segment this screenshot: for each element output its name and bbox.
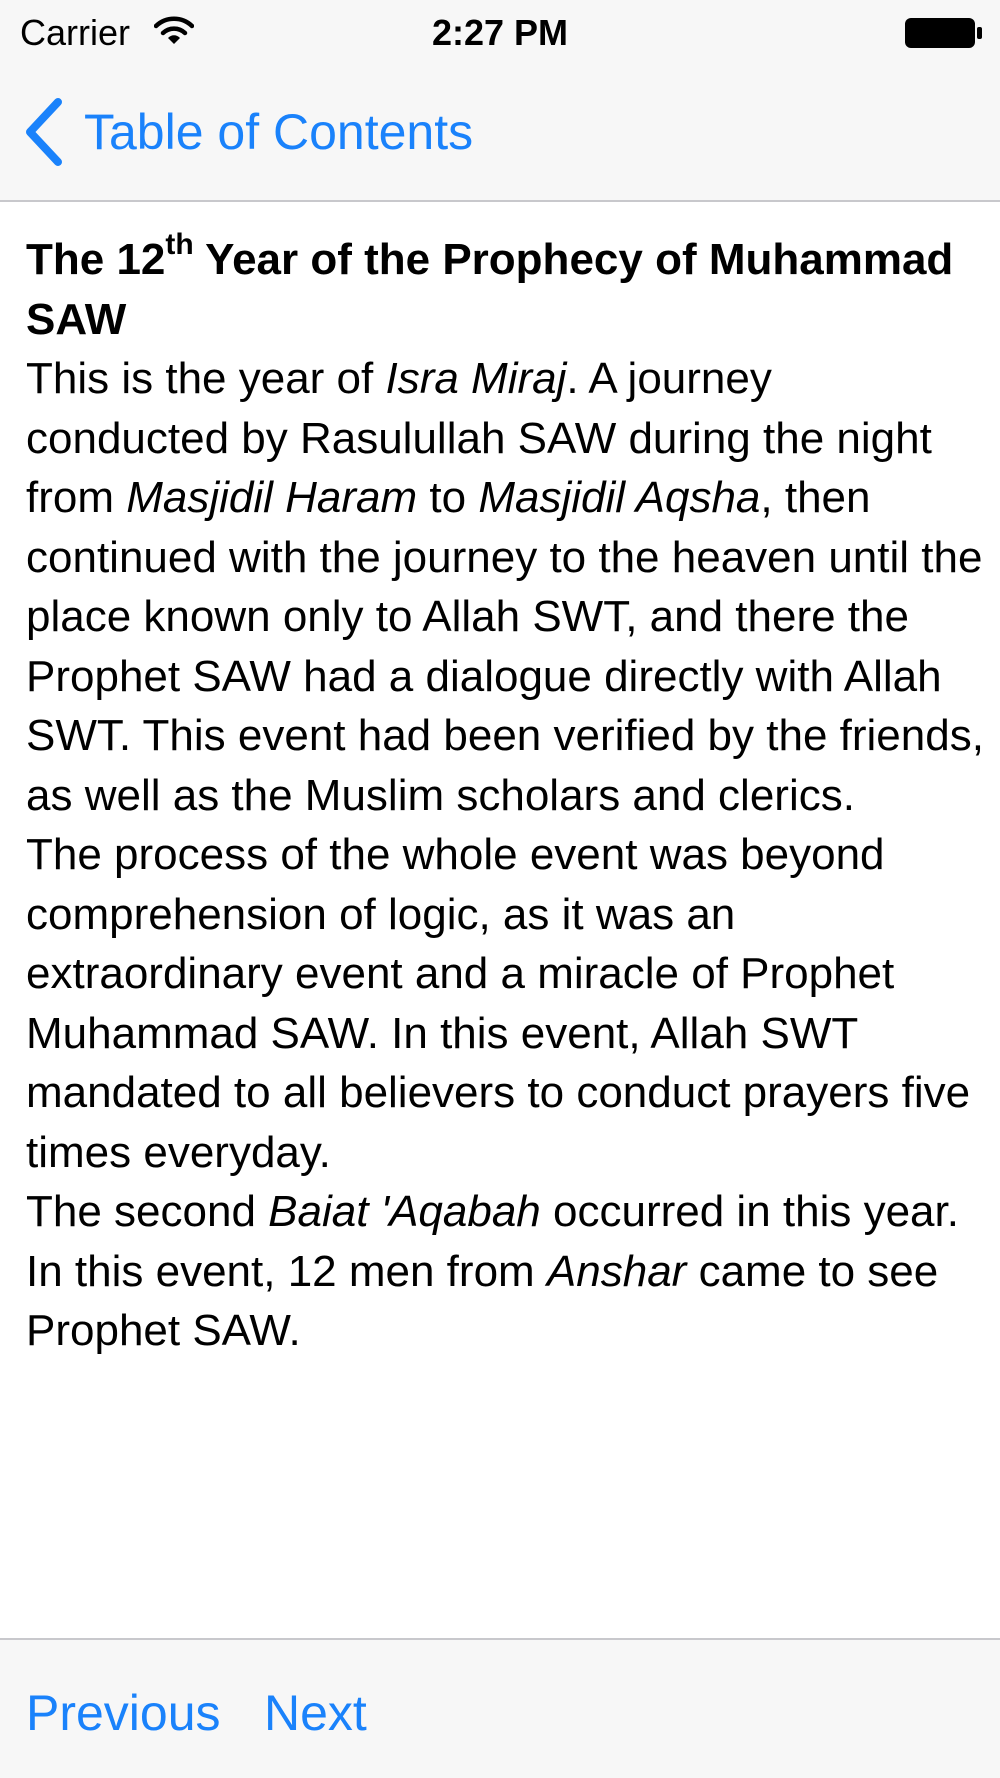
text-run: occurred in this year. In this event, 12 men from bbox=[26, 1187, 959, 1296]
text-run: , then continued with the journey to the heaven until the place known only to Allah SWT, and there the Prophet SAW had a dialogue directly with Allah SWT. This event had been verified by the friends, as well as the Muslim scholars and clerics. bbox=[26, 473, 984, 820]
text-run: came to see Prophet SAW. bbox=[26, 1246, 939, 1355]
back-button[interactable] bbox=[22, 64, 473, 200]
next-button[interactable]: Next bbox=[264, 1685, 367, 1741]
status-bar bbox=[0, 0, 1000, 64]
italic-term: Masjidil Aqsha bbox=[478, 473, 761, 522]
title-prefix: The 12 bbox=[26, 235, 166, 284]
text-run: This is the year of bbox=[26, 354, 386, 403]
title-suffix: Year of the Prophecy of Muhammad SAW bbox=[26, 235, 954, 344]
italic-term: Baiat 'Aqabah bbox=[268, 1187, 541, 1236]
chevron-left-icon bbox=[22, 98, 64, 166]
text-run: . A journey conducted by Rasulullah SAW during the night from bbox=[26, 354, 932, 522]
text-run: to bbox=[417, 473, 479, 522]
italic-term: Masjidil Haram bbox=[126, 473, 418, 522]
paragraph-baiat-aqabah bbox=[26, 1182, 986, 1361]
article-title bbox=[26, 230, 986, 349]
battery-icon bbox=[904, 16, 984, 50]
bottom-toolbar bbox=[0, 1638, 1000, 1778]
carrier-label: Carrier bbox=[20, 12, 131, 53]
text-run: The second bbox=[26, 1187, 269, 1236]
paragraph-isra-miraj bbox=[26, 349, 986, 825]
article-content bbox=[26, 230, 986, 1361]
italic-term: Anshar bbox=[546, 1246, 687, 1296]
italic-term: Isra Miraj bbox=[385, 354, 567, 403]
back-button-label: Table of Contents bbox=[84, 104, 474, 160]
previous-button[interactable]: Previous bbox=[26, 1685, 221, 1741]
title-superscript: th bbox=[165, 228, 194, 262]
navigation-bar bbox=[0, 64, 1000, 202]
status-time: 2:27 PM bbox=[431, 12, 569, 53]
paragraph-event-process: The process of the whole event was beyond comprehension of logic, as it was an extraordinary event and a miracle of Prophet Muhammad SAW. In this event, Allah SWT mandated to all believers to conduct prayers five times everyday. bbox=[26, 830, 971, 1177]
